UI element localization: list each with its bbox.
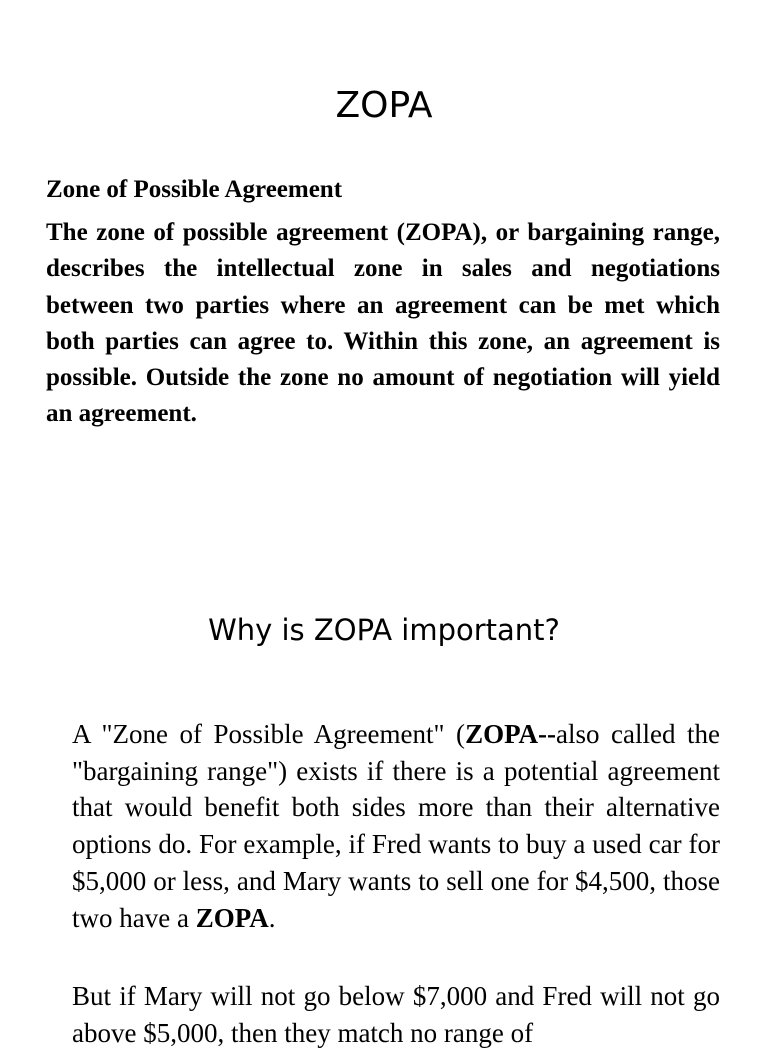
paragraph-text: also called the "bargaining range") exists if there is a potential agreement that would benefit both sides more than their alternative options do. For example, if Fred wants to buy a used car for $5,000 or less, and Mary wants to sell one for $4,500, those two have a bbox=[72, 719, 721, 933]
paragraph-text: . bbox=[268, 902, 276, 933]
slide-title: Why is ZOPA important? bbox=[208, 613, 560, 647]
bold-term: ZOPA bbox=[195, 902, 269, 933]
body-paragraph bbox=[72, 716, 720, 936]
slide-why-zopa-important bbox=[0, 560, 768, 1048]
bold-term: ZOPA-- bbox=[465, 719, 557, 749]
body-paragraph: But if Mary will not go below $7,000 and Fred will not go above $5,000, then they match no range of bbox=[72, 981, 720, 1048]
subheading: Zone of Possible Agreement bbox=[46, 176, 343, 203]
slide-title: ZOPA bbox=[335, 85, 433, 126]
paragraph-text: A "Zone of Possible Agreement" ( bbox=[72, 719, 466, 749]
definition-paragraph: The zone of possible agreement (ZOPA), or bargaining range, describes the intellectual zone in sales and negotiations between two parties where an agreement can be met which both parties can agree to. Within this zone, an agreement is possible. Outside the zone no amount of negotiation will yield an agreement. bbox=[46, 219, 720, 428]
